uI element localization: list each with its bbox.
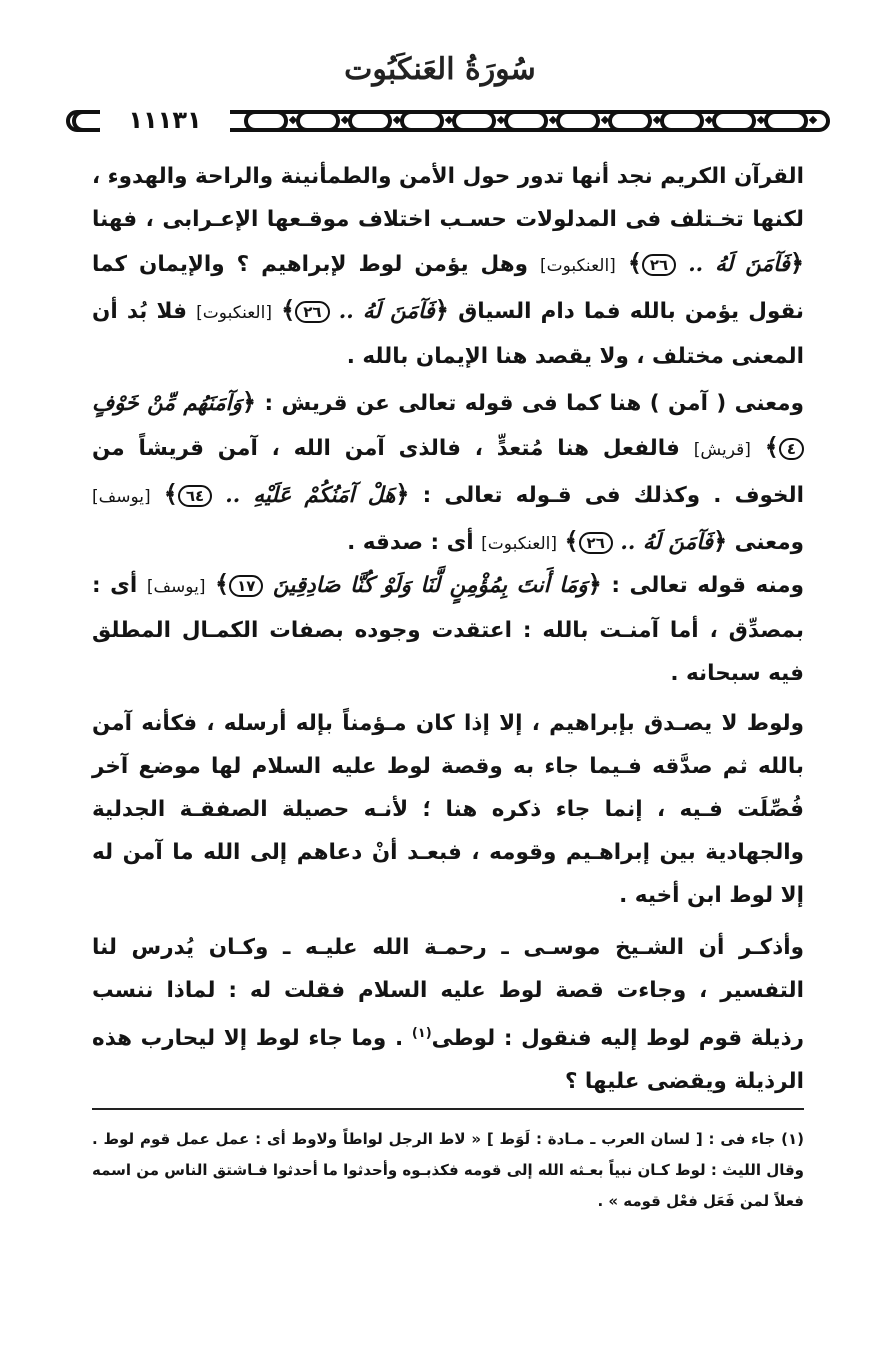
ornate-bracket-open: ﴿ xyxy=(434,295,449,324)
text-segment: أى : صدقه . xyxy=(347,530,474,555)
footnote-reference[interactable]: (١) xyxy=(411,1026,432,1041)
ornate-bracket-open: ﴿ xyxy=(395,479,410,508)
quran-quote: وَمَا أَنتَ بِمُؤْمِنٍ لَّنَا وَلَوْ كُنَّا صَادِقِينَ xyxy=(272,573,588,598)
footnote-divider xyxy=(92,1108,804,1110)
footnote: (١) جاء فى : [ لسان العرب ـ مـادة : لَوَط ] « لاط الرجل لواطاً ولاوط أى : عمل عمل قوم لوط . وقال الليث : لوط كـان نبياً بعـثه الله إلى قومه فكذبـوه وأحدثوا ما أحدثوا فـاشتق الناس من اسمه فعلاً لمن فَعَل فعْل قومه » . xyxy=(92,1130,804,1210)
chain-link xyxy=(766,112,806,130)
ornate-bracket-open: ﴿ xyxy=(713,526,728,555)
ayah-number: ١٧ xyxy=(229,575,263,597)
chain-diamond xyxy=(497,116,505,124)
ornate-bracket-close: ﴾ xyxy=(627,248,642,277)
ornate-bracket-close: ﴾ xyxy=(281,295,296,324)
surah-reference: [العنكبوت] xyxy=(196,303,272,323)
paragraph-1 xyxy=(92,155,804,378)
paragraph-3 xyxy=(92,562,804,695)
surah-reference: [العنكبوت] xyxy=(540,256,616,276)
ayah-number: ٢٦ xyxy=(579,532,613,554)
text-segment: فالفعل هنا مُتعدٍّ ، فالذى آمن الله ، آمن قريشاً من الخوف . وكذلك فى قـوله تعالى : xyxy=(92,436,804,508)
text-segment: . وما جاء لوط إلا ليحارب هذه الرذيلة ويقضى عليها ؟ xyxy=(92,1026,804,1095)
chain-diamond xyxy=(601,116,609,124)
chain-diamond xyxy=(809,116,817,124)
text-segment: ومنه قوله تعالى : xyxy=(611,573,804,598)
text-segment: وأذكـر أن الشـيخ موسـى ـ رحمـة الله عليـه ـ وكـان يُدرس لنا التفسير ، وجاءت قصة لوط عليه السلام فقلت له : لماذا ننسب رذيلة قوم لوط إليه فنقول : لوطى xyxy=(92,935,804,1052)
page-number: ١١١٣١ xyxy=(100,106,230,134)
chain-link xyxy=(454,112,494,130)
chain-link xyxy=(298,112,338,130)
chain-link xyxy=(350,112,390,130)
surah-reference: [يوسف] xyxy=(146,577,206,597)
chain-diamond xyxy=(393,116,401,124)
text-segment: ومعنى xyxy=(734,530,804,555)
text-segment: القرآن الكريم نجد أنها تدور حول الأمن والطمأنينة والراحة والهدوء ، لكنها تخـتلف فى المدلولات حسـب اختلاف موقـعها الإعـرابى ، فهنا xyxy=(92,164,804,232)
ornate-bracket-close: ﴾ xyxy=(215,569,230,598)
text-segment: أى : بمصدِّق ، أما آمنـت بالله : اعتقدت وجوده بصفات الكمـال المطلق فيه سبحانه . xyxy=(92,573,804,686)
chain-diamond xyxy=(341,116,349,124)
ornate-bracket-open: ﴿ xyxy=(587,569,602,598)
chain-diamond xyxy=(757,116,765,124)
paragraph-2 xyxy=(92,380,804,566)
chain-diamond xyxy=(445,116,453,124)
surah-reference: [العنكبوت] xyxy=(481,534,557,554)
quran-quote: فَآمَنَ لَهُ .. xyxy=(688,252,790,277)
chain-diamond xyxy=(705,116,713,124)
chain-link xyxy=(506,112,546,130)
ornate-bracket-open: ﴿ xyxy=(789,248,804,277)
quran-quote: فَآمَنَ لَهُ .. xyxy=(620,530,714,555)
chain-link xyxy=(714,112,754,130)
ayah-number: ٢٦ xyxy=(642,254,676,276)
surah-reference: [يوسف] xyxy=(92,487,151,507)
text-segment: فلا بُد أن المعنى مختلف ، ولا يقصد هنا الإيمان بالله . xyxy=(92,299,804,369)
chain-link xyxy=(402,112,442,130)
paragraph-5 xyxy=(92,926,804,1103)
ayah-number: ٦٤ xyxy=(178,485,212,507)
quran-quote: هَلْ آمَنُكُمْ عَلَيْهِ .. xyxy=(225,483,396,508)
surah-title: سُورَةُ العَنكَبُوت xyxy=(344,52,536,87)
chain-link xyxy=(610,112,650,130)
chain-link xyxy=(246,112,286,130)
chain-link xyxy=(662,112,702,130)
ornate-bracket-close: ﴾ xyxy=(764,432,779,461)
ornate-bracket-close: ﴾ xyxy=(564,526,579,555)
quran-quote: فَآمَنَ لَهُ .. xyxy=(338,299,435,324)
text-segment: ولوط لا يصـدق بإبراهيم ، إلا إذا كان مـؤمناً بإله أرسله ، فكأنه آمن بالله ثم صدَّقه فـيما جاء به وقصة لوط عليه السلام لها موضع آخر فُصِّلَت فـيه ، إنما جاء ذكره هنا ؛ لأنـه حصيلة الصفقـة الجدلية والجهادية بين إبراهـيم وقومه ، فبعـد أنْ دعاهم إلى الله ما آمن له إلا لوط ابن أخيه . xyxy=(92,711,804,908)
text-segment: وهل يؤمن لوط لإبراهيم ؟ والإيمان كما نقول يؤمن بالله فما دام السياق xyxy=(92,252,804,324)
chain-diamond xyxy=(653,116,661,124)
ayah-number: ٤ xyxy=(779,438,804,460)
quran-quote: وَآمَنَهُم مِّنْ خَوْفٍ xyxy=(92,391,242,416)
chain-diamond xyxy=(289,116,297,124)
chain-link xyxy=(558,112,598,130)
ayah-number: ٢٦ xyxy=(295,301,329,323)
ornate-bracket-close: ﴾ xyxy=(163,479,178,508)
text-segment: ومعنى ( آمن ) هنا كما فى قوله تعالى عن قريش : xyxy=(264,391,804,416)
paragraph-4 xyxy=(92,702,804,917)
chain-diamond xyxy=(549,116,557,124)
ornate-bracket-open: ﴿ xyxy=(241,387,257,416)
surah-reference: [قريش] xyxy=(693,440,751,460)
